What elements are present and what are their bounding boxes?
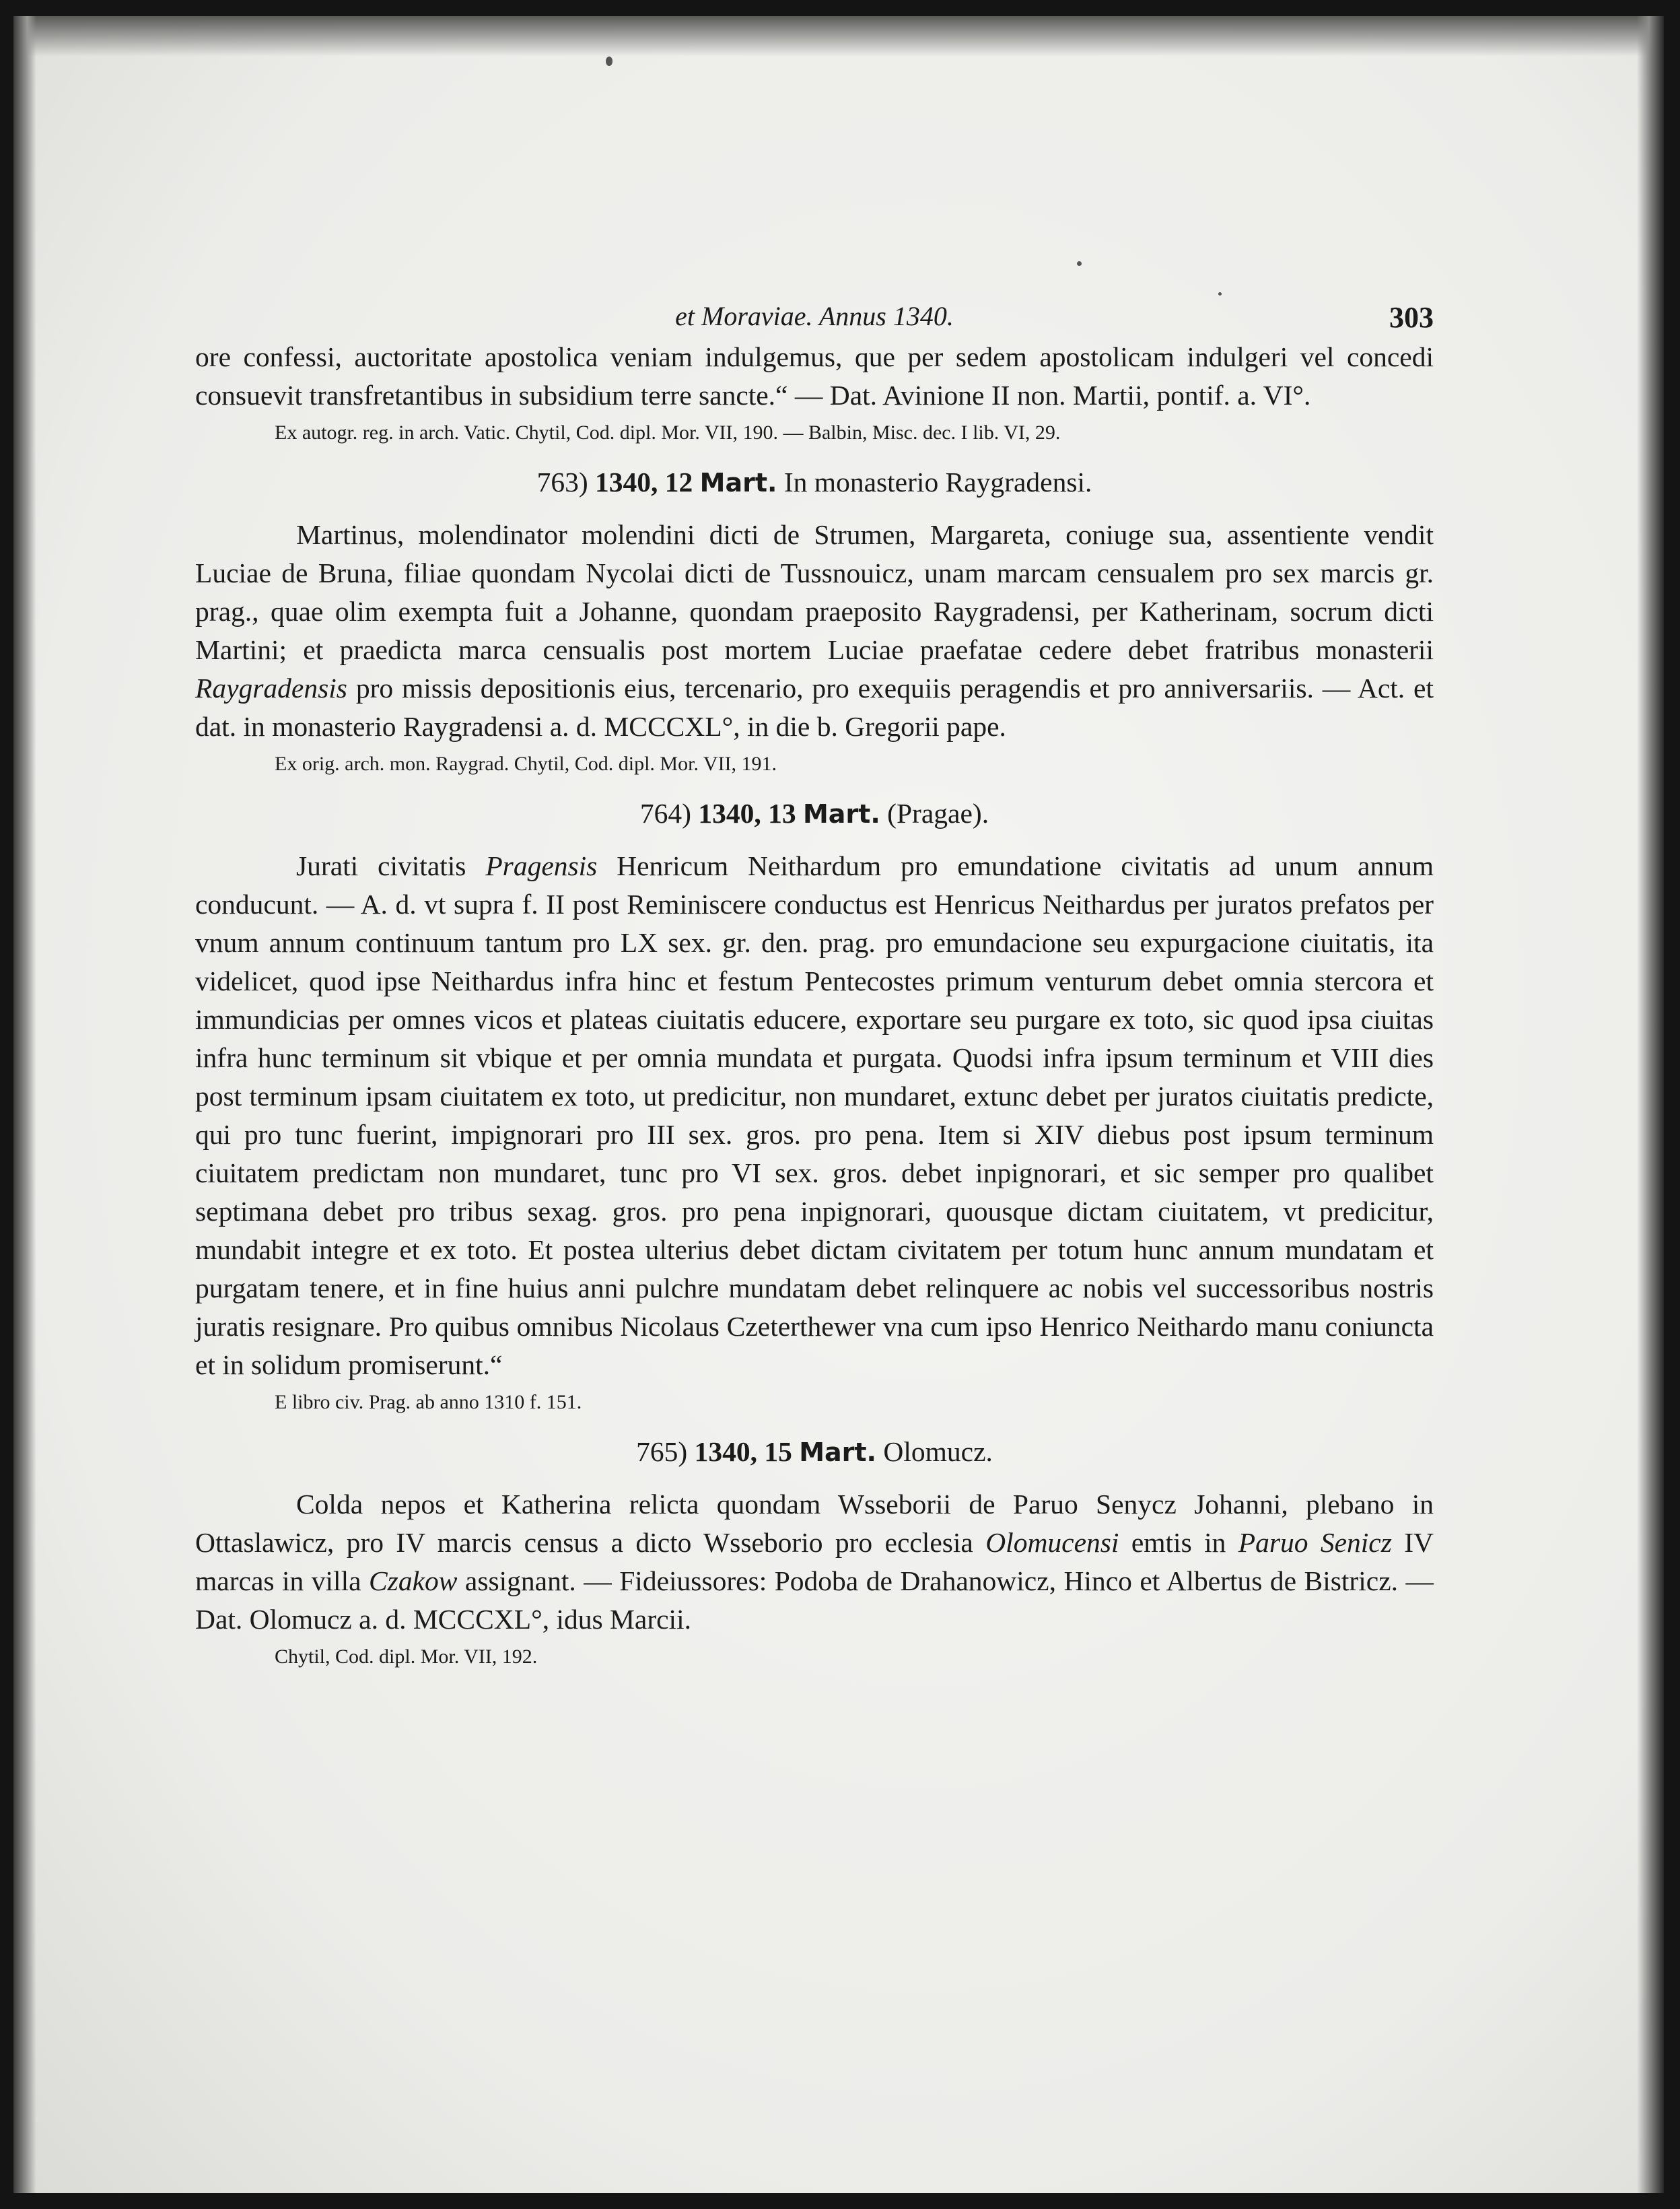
- entry-763: [195, 463, 1434, 780]
- entry-text: [195, 1485, 1434, 1639]
- running-head: [195, 272, 1434, 334]
- entry-place: In monasterio Raygradensi.: [783, 467, 1092, 498]
- entry-date: 1340, 12: [595, 467, 693, 498]
- entry-heading: [195, 794, 1434, 834]
- page-number: 303: [1389, 301, 1434, 334]
- entry-place: Olomucz.: [883, 1436, 993, 1467]
- entry-month: Mart.: [799, 1437, 876, 1467]
- scan-shadow-top: [13, 16, 1664, 57]
- entry-heading: [195, 1433, 1434, 1472]
- entry-heading: [195, 463, 1434, 502]
- entry-month: Mart.: [802, 799, 880, 829]
- entry-text-italic: Olomucensi: [985, 1527, 1119, 1558]
- scan-speck: [606, 57, 612, 66]
- entry-764: [195, 794, 1434, 1418]
- scan-shadow-left: [13, 16, 36, 2193]
- entry-place: (Pragae).: [887, 798, 989, 829]
- scan-shadow-right: [1637, 16, 1664, 2193]
- entry-source: E libro civ. Prag. ab anno 1310 f. 151.: [275, 1391, 582, 1413]
- entry-number: 765): [636, 1436, 688, 1467]
- scan-speck: [1077, 261, 1082, 266]
- page-content: [195, 272, 1434, 1672]
- entry-text: [195, 516, 1434, 746]
- continuation-text: ore confessi, auctoritate apostolica veniam indulgemus, que per sedem apostolicam indulgeri vel concedi consuevit transfretantibus in subsidium terre sancte.“ — Dat. Avinione II non. Martii, pontif. a. VI°.: [195, 341, 1434, 411]
- continuation-source: Ex autogr. reg. in arch. Vatic. Chytil, Cod. dipl. Mor. VII, 190. — Balbin, Misc. dec. I lib. VI, 29.: [275, 421, 1061, 444]
- entry-text-part: emtis in: [1131, 1527, 1226, 1558]
- entry-number: 764): [639, 798, 691, 829]
- scanned-page: [13, 16, 1664, 2193]
- continuation-block: [195, 338, 1434, 448]
- entry-text-part: pro missis depositionis eius, tercenario, pro exequiis peragendis et pro anniversariis. — Act. et dat. in monasterio Raygradensi a. d. MCCCXL°, in die b. Gregorii pape.: [195, 673, 1434, 742]
- entry-text-part: assignant. — Fideiussores: Podoba de Drahanowicz, Hinco et Albertus de Bistricz. — Dat. Olomucz a. d. MCCCXL°, idus Marcii.: [195, 1565, 1434, 1635]
- entry-765: [195, 1433, 1434, 1672]
- entry-text-part: Colda nepos et Katherina relicta quondam Wsseborii de Paruo Senycz Johanni, plebano in Ottaslawicz, pro IV marcis census a dicto Wsseborio pro ecclesia: [195, 1489, 1434, 1558]
- entry-month: Mart.: [699, 468, 777, 498]
- entry-date: 1340, 15: [694, 1436, 792, 1467]
- entry-source: Chytil, Cod. dipl. Mor. VII, 192.: [275, 1645, 538, 1668]
- entry-date: 1340, 13: [698, 798, 796, 829]
- entry-text-part: Henricum Neithardum pro emundatione civitatis ad unum annum conducunt. — A. d. vt supra f. II post Reminiscere conductus est Henricus Neithardus per juratos prefatos per vnum annum continuum tantum pro LX sex. gr. den. prag. pro emundacione seu expurgacione ciuitatis, ita videlicet, quod ipse Neithardus infra hinc et festum Pentecostes primum venturum debet omnia stercora et immundicias per omnes vicos et plateas ciuitatis educere, exportare seu purgare ex toto, sic quod ipsa ciuitas infra hunc terminum sit vbique et per omnia mundata et purgata. Quodsi infra ipsum terminum et VIII dies post terminum ipsam ciuitatem ex toto, ut predicitur, non mundaret, extunc debet per juratos ciuitatis predicte, qui pro tunc fuerint, impignorari pro III sex. gros. pro pena. Item si XIV diebus post ipsum terminum ciuitatem predictam non mundaret, tunc pro VI sex. gros. debet inpignorari, et sic semper pro qualibet septimana debet pro tribus sexag. gros. pro pena inpignorari, quousque dictam ciuitatem, vt predicitur, mundabit integre et ex toto. Et postea ulterius debet dictam civitatem per totum hunc annum mundatam et purgatam tenere, et in fine huius anni pulchre mundatam debet relinquere ac nobis vel successoribus nostris juratis resignare. Pro quibus omnibus Nicolaus Czeterthewer vna cum ipso Henrico Neithardo manu coniuncta et in solidum promiserunt.“: [195, 850, 1434, 1380]
- entry-text-italic: Paruo Senicz: [1238, 1527, 1392, 1558]
- entry-text-part: IV marcas in villa: [195, 1527, 1434, 1596]
- entry-text-italic: Raygradensis: [195, 673, 347, 704]
- entry-text-italic: Czakow: [369, 1565, 458, 1596]
- entry-text-part: Martinus, molendinator molendini dicti de Strumen, Margareta, coniuge sua, assentiente vendit Luciae de Bruna, filiae quondam Nycolai dicti de Tussnouicz, unam marcam censualem pro sex marcis gr. prag., quae olim exempta fuit a Johanne, quondam praeposito Raygradensi, per Katherinam, socrum dicti Martini; et praedicta marca censualis post mortem Luciae praefatae cedere debet fratribus monasterii: [195, 519, 1434, 665]
- entry-text-part: Jurati civitatis: [296, 850, 466, 881]
- entry-text-italic: Pragensis: [485, 850, 598, 881]
- entry-source: Ex orig. arch. mon. Raygrad. Chytil, Cod. dipl. Mor. VII, 191.: [275, 753, 777, 775]
- running-title: et Moraviae. Annus 1340.: [675, 301, 954, 331]
- entry-text: [195, 847, 1434, 1384]
- entry-number: 763): [536, 467, 588, 498]
